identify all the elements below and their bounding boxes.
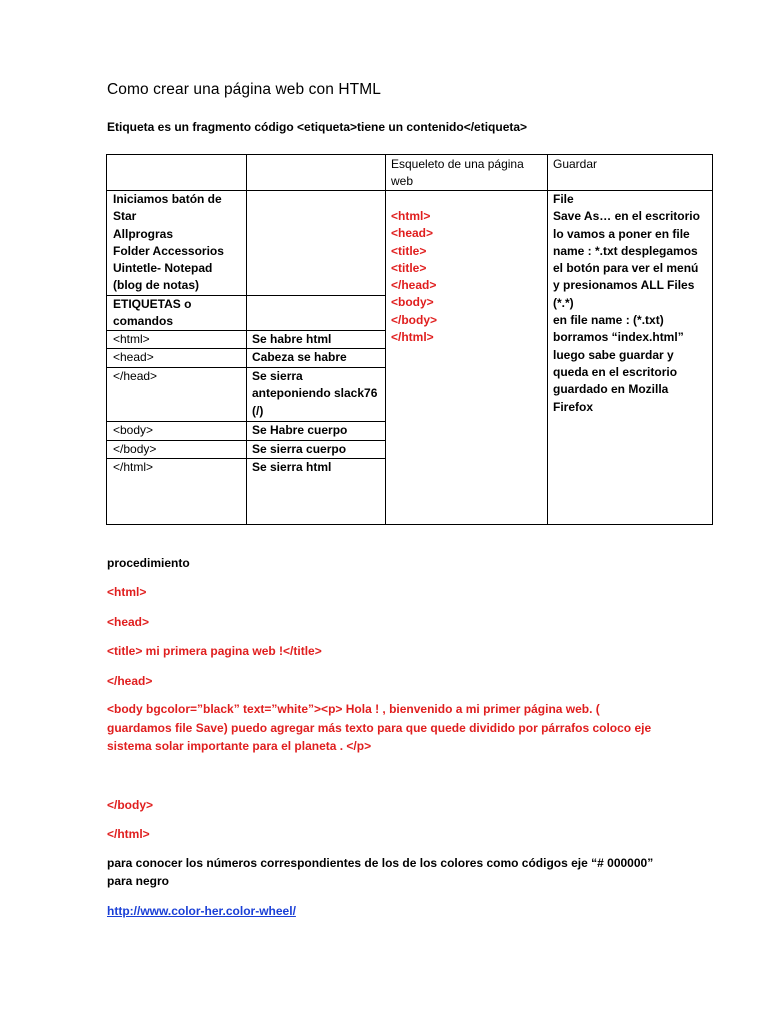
- etiquetas-label-line: comandos: [113, 314, 174, 329]
- code-html-close: </html>: [107, 827, 150, 841]
- tag-cell: </head>: [113, 369, 158, 383]
- code-title: <title> mi primera pagina web !</title>: [107, 644, 322, 658]
- header-skeleton-line1: Esqueleto de una página: [391, 157, 524, 171]
- color-note: [107, 855, 653, 890]
- guardar-line: File: [553, 192, 574, 206]
- code-html-open: <html>: [107, 585, 147, 599]
- guardar-line: lo vamos a poner en file: [553, 226, 690, 241]
- header-skeleton: [385, 156, 547, 191]
- skeleton-line: </html>: [391, 330, 434, 345]
- color-note-line: para conocer los números correspondientes de los de los colores como códigos eje “# 000000”: [107, 856, 654, 870]
- code-body-line: <body bgcolor=”black” text=”white”><p> Hola ! , bienvenido a mi primer página web. (: [107, 702, 600, 716]
- skeleton-line: <title>: [391, 260, 427, 275]
- tag-cell: <head>: [113, 350, 154, 364]
- guardar-line: Save As… en el escritorio: [553, 209, 700, 224]
- header-guardar: [547, 156, 713, 173]
- etiquetas-label: [107, 296, 246, 331]
- intro-line: Star: [113, 209, 137, 224]
- desc-cell: Se habre html: [252, 332, 332, 346]
- intro-line: Folder Accessorios: [113, 243, 224, 258]
- intro-line: Uintetle- Notepad: [113, 261, 213, 276]
- desc-line: Se sierra: [252, 369, 303, 383]
- color-wheel-link[interactable]: http://www.color-her.color-wheel/: [107, 904, 296, 918]
- guardar-line: name : *.txt desplegamos: [553, 243, 698, 258]
- intro-line: Allprogras: [113, 226, 174, 241]
- color-note-line: para negro: [107, 873, 170, 888]
- etiquetas-label-line: ETIQUETAS o: [113, 297, 192, 311]
- desc-line: anteponiendo slack76: [252, 386, 378, 401]
- header-skeleton-line2: web: [391, 174, 414, 189]
- guardar-line: y presionamos ALL Files: [553, 278, 695, 293]
- code-body-line: guardamos file Save) puedo agregar más texto para que quede dividido por párrafos coloco eje: [107, 720, 652, 735]
- guardar-line: Firefox: [553, 399, 594, 414]
- desc-line: (/): [252, 403, 264, 418]
- intro-line: Iniciamos batón de: [113, 192, 222, 206]
- skeleton-code: [385, 208, 547, 346]
- guardar-line: en file name : (*.txt): [553, 313, 664, 328]
- guardar-line: guardado en Mozilla: [553, 382, 669, 397]
- tag-cell: </html>: [113, 460, 154, 474]
- skeleton-line: <head>: [391, 226, 434, 241]
- tag-cell: <html>: [113, 332, 150, 346]
- code-body-line: sistema solar importante para el planeta . </p>: [107, 739, 372, 753]
- guardar-line: borramos “index.html”: [553, 330, 684, 345]
- skeleton-line: </body>: [391, 312, 438, 327]
- skeleton-line: <body>: [391, 295, 434, 310]
- header-guardar-label: Guardar: [553, 157, 598, 171]
- skeleton-line: <title>: [391, 243, 427, 258]
- code-head-open: <head>: [107, 615, 150, 629]
- desc-cell: [246, 368, 385, 420]
- html-table: [106, 154, 713, 525]
- desc-cell: Se Habre cuerpo: [252, 423, 348, 437]
- skeleton-line: <html>: [391, 209, 431, 223]
- intro-line: (blog de notas): [113, 278, 199, 293]
- guardar-line: queda en el escritorio: [553, 364, 678, 379]
- guardar-line: el botón para ver el menú: [553, 261, 699, 276]
- guardar-line: (*.*): [553, 295, 574, 310]
- code-head-close: </head>: [107, 674, 153, 688]
- skeleton-line: </head>: [391, 278, 437, 293]
- desc-cell: Se sierra cuerpo: [252, 442, 347, 456]
- procedure-heading: procedimiento: [107, 556, 190, 570]
- desc-cell: Cabeza se habre: [252, 350, 347, 364]
- tag-cell: </body>: [113, 442, 157, 456]
- desc-cell: Se sierra html: [252, 460, 332, 474]
- code-body-block: [107, 700, 707, 756]
- tag-cell: <body>: [113, 423, 154, 437]
- guardar-line: luego sabe guardar y: [553, 347, 674, 362]
- intro-instructions: [107, 191, 246, 295]
- document-title: Como crear una página web con HTML: [107, 81, 381, 98]
- guardar-instructions: [547, 191, 713, 416]
- code-body-close: </body>: [107, 798, 154, 812]
- intro-text: Etiqueta es un fragmento código <etiqueta>tiene un contenido</etiqueta>: [107, 120, 528, 134]
